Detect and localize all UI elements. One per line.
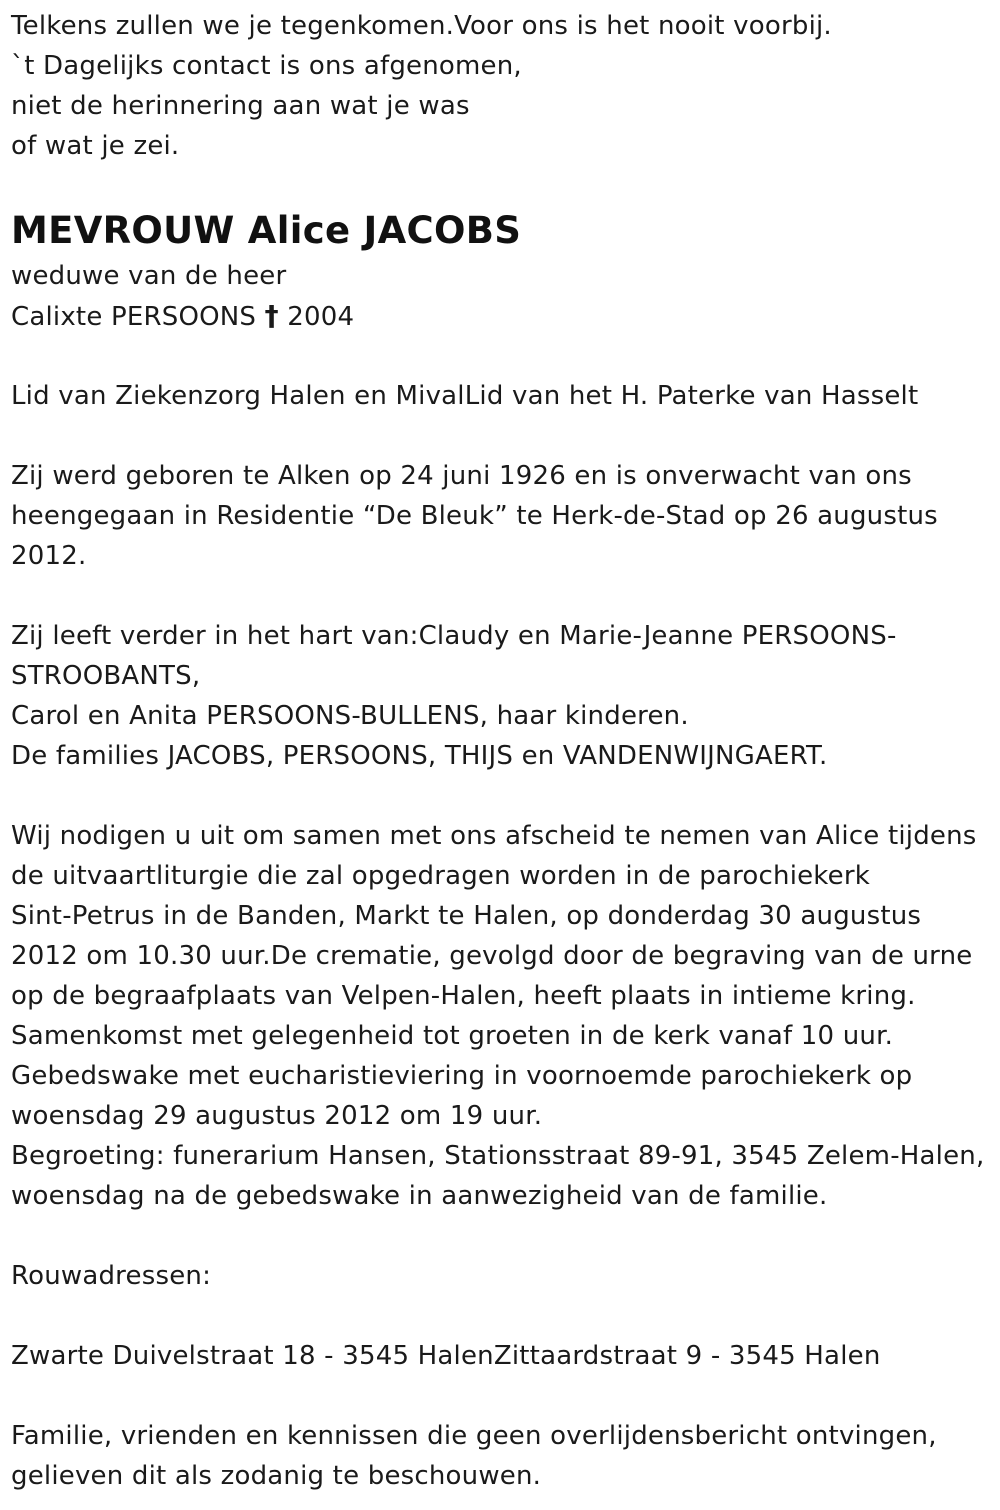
- membership-text: Lid van Ziekenzorg Halen en MivalLid van het H. Paterke van Hasselt: [11, 381, 919, 411]
- mourning-addresses: Zwarte Duivelstraat 18 - 3545 HalenZittaardstraat 9 - 3545 Halen: [11, 1341, 881, 1371]
- paragraph-line: 2012 om 10.30 uur.De crematie, gevolgd door de begraving van de urne: [11, 941, 973, 971]
- paragraph-line: op de begraafplaats van Velpen-Halen, heeft plaats in intieme kring.: [11, 981, 916, 1011]
- paragraph-line: Familie, vrienden en kennissen die geen overlijdensbericht ontvingen,: [11, 1421, 937, 1451]
- addresses-label: Rouwadressen:: [11, 1261, 212, 1291]
- paragraph-line: STROOBANTS,: [11, 661, 201, 691]
- poem-line: Telkens zullen we je tegenkomen.Voor ons is het nooit voorbij.: [11, 11, 832, 41]
- paragraph-line: Sint-Petrus in de Banden, Markt te Halen, op donderdag 30 augustus: [11, 901, 922, 931]
- paragraph-line: De families JACOBS, PERSOONS, THIJS en VANDENWIJNGAERT.: [11, 741, 828, 771]
- spouse-death-year: 2004: [287, 302, 355, 332]
- memorial-poem: [11, 0, 996, 166]
- paragraph-line: heengegaan in Residentie “De Bleuk” te Herk-de-Stad op 26 augustus: [11, 501, 938, 531]
- paragraph-line: gelieven dit als zodanig te beschouwen.: [11, 1461, 542, 1491]
- paragraph-line: Wij nodigen u uit om samen met ons afscheid te nemen van Alice tijdens: [11, 821, 977, 851]
- spouse-relation: weduwe van de heer: [11, 261, 287, 291]
- birth-death-paragraph: [11, 456, 996, 576]
- spouse-line: [11, 296, 996, 336]
- closing-paragraph: [11, 1416, 996, 1496]
- paragraph-line: de uitvaartliturgie die zal opgedragen worden in de parochiekerk: [11, 861, 870, 891]
- spouse-info: [11, 256, 996, 336]
- family-paragraph: [11, 616, 996, 776]
- paragraph-line: Samenkomst met gelegenheid tot groeten in de kerk vanaf 10 uur.: [11, 1021, 894, 1051]
- paragraph-line: woensdag na de gebedswake in aanwezigheid van de familie.: [11, 1181, 828, 1211]
- poem-line: niet de herinnering aan wat je was: [11, 91, 470, 121]
- paragraph-line: Carol en Anita PERSOONS-BULLENS, haar kinderen.: [11, 701, 689, 731]
- paragraph-line: Zij leeft verder in het hart van:Claudy en Marie-Jeanne PERSOONS-: [11, 621, 897, 651]
- paragraph-line: woensdag 29 augustus 2012 om 19 uur.: [11, 1101, 543, 1131]
- poem-line: `t Dagelijks contact is ons afgenomen,: [11, 51, 522, 81]
- obituary-document: [11, 0, 996, 1496]
- cross-icon: †: [264, 299, 279, 332]
- paragraph-line: Gebedswake met eucharistieviering in voornoemde parochiekerk op: [11, 1061, 913, 1091]
- paragraph-line: 2012.: [11, 541, 87, 571]
- spouse-name: Calixte PERSOONS: [11, 302, 257, 332]
- invitation-paragraph: [11, 816, 996, 1216]
- paragraph-line: Zij werd geboren te Alken op 24 juni 1926 en is onverwacht van ons: [11, 461, 912, 491]
- poem-line: of wat je zei.: [11, 131, 180, 161]
- deceased-name: MEVROUW Alice JACOBS: [11, 209, 522, 252]
- paragraph-line: Begroeting: funerarium Hansen, Stationsstraat 89-91, 3545 Zelem-Halen,: [11, 1141, 985, 1171]
